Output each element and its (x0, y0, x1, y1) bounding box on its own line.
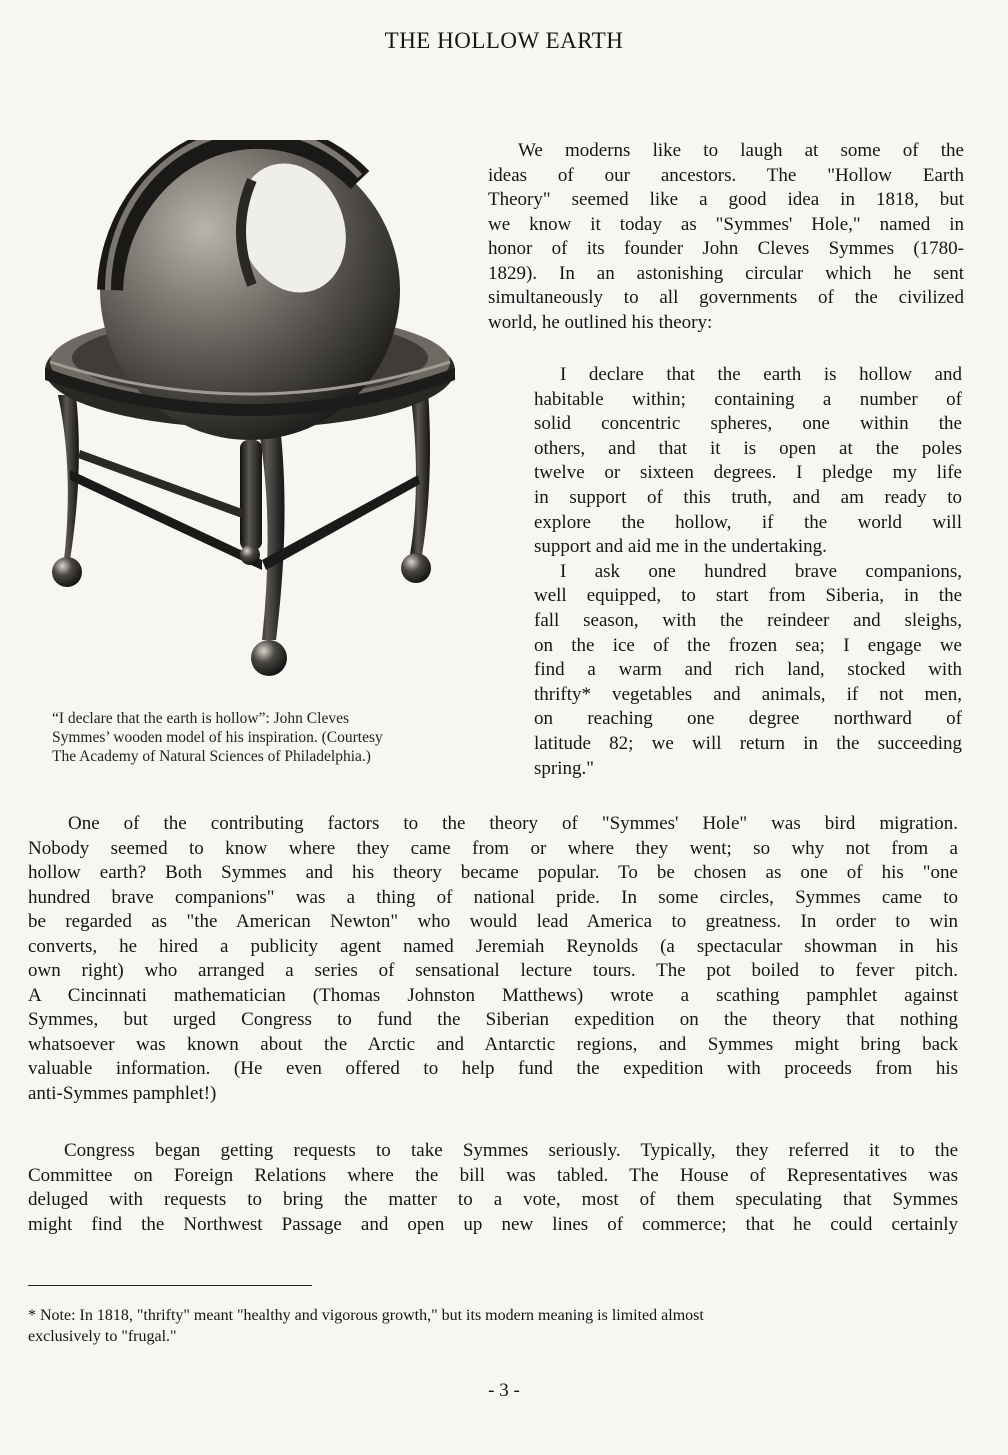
text-line: anti-Symmes pamphlet!) (28, 1082, 217, 1104)
caption-line: The Academy of Natural Sciences of Philadelphia.) (52, 748, 371, 765)
text-line: I declare that the earth is hollow and (560, 364, 962, 385)
text-line: deluged with requests to bring the matter to a vote, most of them speculating that Symmes (28, 1189, 958, 1210)
footnote (28, 1305, 958, 1347)
text-line: spring." (534, 757, 595, 779)
text-line: on reaching one degree northward of (534, 708, 962, 730)
text-line: others, and that it is open at the poles (534, 437, 962, 459)
text-line: find a warm and rich land, stocked with (534, 659, 962, 681)
text-line: explore the hollow, if the world will (534, 511, 962, 533)
page-title: THE HOLLOW EARTH (384, 28, 624, 53)
caption-line: Symmes’ wooden model of his inspiration. (Courtesy (52, 729, 383, 746)
footnote-line: exclusively to "frugal." (28, 1328, 177, 1345)
text-line: support and aid me in the undertaking. (534, 536, 827, 558)
text-line: Nobody seemed to know where they came from or where they went; so why not from a (28, 837, 958, 859)
text-line: fall season, with the reindeer and sleighs, (534, 609, 962, 631)
caption-line: “I declare that the earth is hollow”: John Cleves (52, 710, 349, 727)
footnote-line: * Note: In 1818, "thrifty" meant "healthy and vigorous growth," but its modern meaning is limited almost (28, 1307, 704, 1324)
text-line: A Cincinnati mathematician (Thomas Johnston Matthews) wrote a scathing pamphlet against (28, 984, 958, 1006)
text-line: might find the Northwest Passage and open up new lines of commerce; that he could certainly (28, 1213, 958, 1235)
intro-paragraph (488, 139, 964, 335)
text-line: own right) who arranged a series of sensational lecture tours. The pot boiled to fever pitch. (28, 960, 958, 981)
text-line: One of the contributing factors to the theory of "Symmes' Hole" was bird migration. (68, 813, 958, 834)
text-line: hundred brave companions" was a thing of national pride. In some circles, Symmes came to (28, 886, 958, 908)
text-line: converts, he hired a publicity agent named Jeremiah Reynolds (a spectacular showman in his (28, 935, 958, 957)
text-line: twelve or sixteen degrees. I pledge my life (534, 462, 962, 484)
footnote-rule (28, 1285, 312, 1286)
text-line: whatsoever was known about the Arctic and Antarctic regions, and Symmes might bring back (28, 1033, 958, 1055)
body-paragraph (28, 812, 958, 1106)
text-line: solid concentric spheres, one within the (534, 413, 962, 435)
text-line: thrifty* vegetables and animals, if not men, (534, 683, 962, 705)
text-line: 1829). In an astonishing circular which he sent (488, 262, 964, 284)
text-line: simultaneously to all governments of the civilized (488, 287, 964, 308)
text-line: in support of this truth, and am ready to (534, 486, 962, 508)
text-line: habitable within; containing a number of (534, 388, 962, 410)
text-line: honor of its founder John Cleves Symmes (1780- (488, 238, 964, 259)
body-paragraph (28, 1139, 958, 1237)
text-line: We moderns like to laugh at some of the (518, 140, 964, 161)
text-line: Congress began getting requests to take Symmes seriously. Typically, they referred it to the (64, 1140, 958, 1161)
globe-model-photo (30, 140, 470, 700)
text-line: Theory" seemed like a good idea in 1818, but (488, 189, 964, 210)
text-line: valuable information. (He even offered to help fund the expedition with proceeds from his (28, 1058, 958, 1079)
text-line: I ask one hundred brave companions, (560, 560, 962, 582)
figure-caption (52, 709, 462, 766)
text-line: we know it today as "Symmes' Hole," named in (488, 213, 964, 235)
text-line: Committee on Foreign Relations where the bill was tabled. The House of Representatives was (28, 1164, 958, 1186)
text-line: hollow earth? Both Symmes and his theory became popular. To be chosen as one of his "one (28, 862, 958, 883)
block-quote (534, 363, 962, 781)
text-line: world, he outlined his theory: (488, 311, 713, 333)
text-line: well equipped, to start from Siberia, in the (534, 585, 962, 607)
text-line: Symmes, but urged Congress to fund the Siberian expedition on the theory that nothing (28, 1009, 958, 1030)
page-number: - 3 - (488, 1380, 520, 1401)
text-line: on the ice of the frozen sea; I engage we (534, 634, 962, 656)
text-line: be regarded as "the American Newton" who would lead America to greatness. In order to win (28, 911, 958, 932)
text-line: latitude 82; we will return in the succeeding (534, 732, 962, 754)
text-line: ideas of our ancestors. The "Hollow Earth (488, 164, 964, 186)
